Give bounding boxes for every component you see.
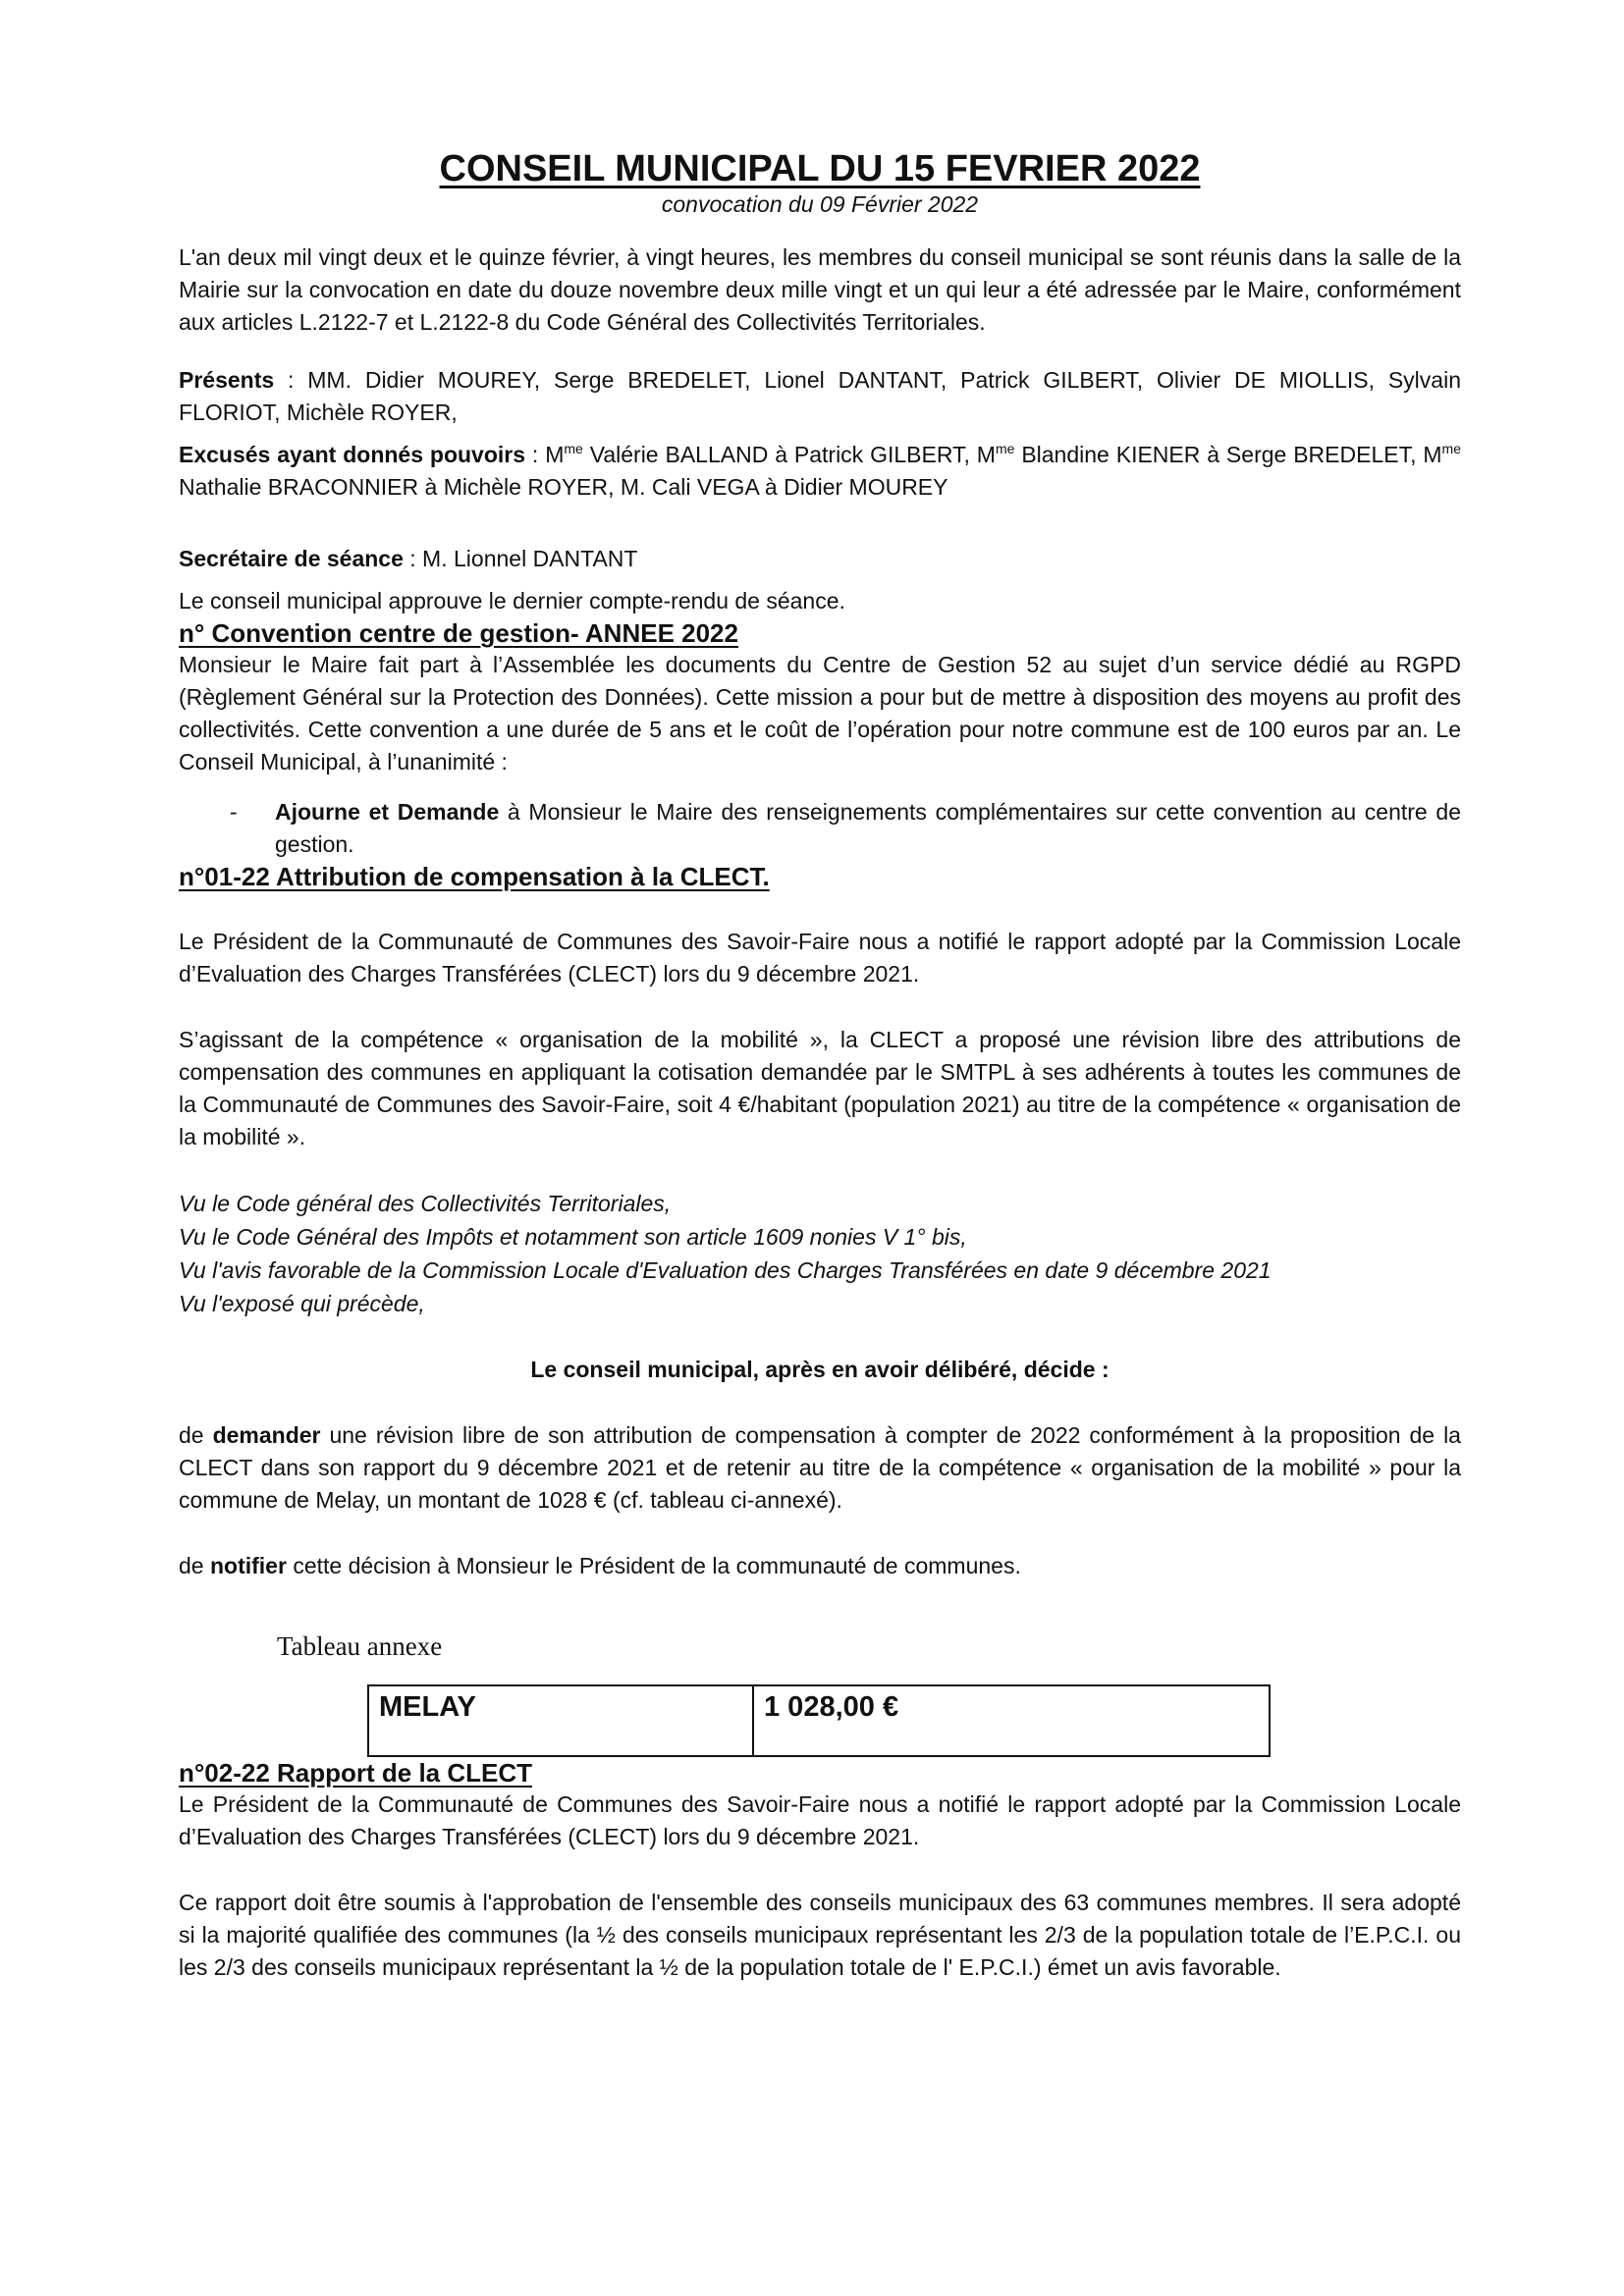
table-row: [368, 1685, 1270, 1756]
vu-list: [179, 1187, 1461, 1320]
excuses-text-4: Nathalie BRACONNIER à Michèle ROYER, M. Cali VEGA à Didier MOUREY: [179, 474, 948, 500]
annex-table: [367, 1684, 1271, 1757]
excuses-sup-3: me: [1441, 441, 1461, 456]
bullet-rest: à Monsieur le Maire des renseignements complémentaires sur cette convention au centre de gestion.: [275, 799, 1461, 857]
bullet-text: [275, 796, 1461, 861]
convention-paragraph: Monsieur le Maire fait part à l’Assemblée les documents du Centre de Gestion 52 au sujet d’un service dédié au RGPD (Règlement Général sur la Protection des Données). Cette mission a pour but de mettre à disposition des moyens au profit des collectivités. Cette convention a une durée de 5 ans et le coût de l’opération pour notre commune est de 100 euros par an. Le Conseil Municipal, à l’unanimité :: [179, 652, 1461, 774]
vu-item: Vu le Code Général des Impôts et notamment son article 1609 nonies V 1° bis,: [179, 1224, 967, 1250]
approval-paragraph: Le conseil municipal approuve le dernier compte-rendu de séance.: [179, 588, 845, 614]
presents-label: Présents: [179, 367, 275, 393]
annex-caption: Tableau annexe: [277, 1631, 443, 1661]
convention-bullet: [230, 796, 1461, 861]
excuses-text-2: Valérie BALLAND à Patrick GILBERT, M: [582, 442, 996, 467]
convocation-date: convocation du 09 Février 2022: [661, 191, 979, 217]
decision-2-text: cette décision à Monsieur le Président de la communauté de communes.: [286, 1553, 1021, 1578]
decision-2-bold: notifier: [209, 1553, 287, 1578]
decision-notifier: [179, 1550, 1461, 1582]
secretaire-label: Secrétaire de séance: [179, 546, 404, 571]
intro-paragraph: L'an deux mil vingt deux et le quinze février, à vingt heures, les membres du conseil municipal se sont réunis dans la salle de la Mairie sur la convocation en date du douze novembre deux mille vingt et un qui leur a été adressée par le Maire, conformément aux articles L.2122-7 et L.2122-8 du Code Général des Collectivités Territoriales.: [179, 244, 1461, 335]
section-title-attribution: n°01-22 Attribution de compensation à la CLECT.: [179, 862, 770, 891]
decision-1-pre: de: [179, 1422, 213, 1448]
rapport-paragraph-1: Le Président de la Communauté de Communes des Savoir-Faire nous a notifié le rapport adopté par la Commission Locale d’Evaluation des Charges Transférées (CLECT) lors du 9 décembre 2021.: [179, 1791, 1461, 1849]
bullet-bold: Ajourne et Demande: [275, 799, 500, 825]
vu-item: Vu l'avis favorable de la Commission Locale d'Evaluation des Charges Transférées en date 9 décembre 2021: [179, 1257, 1272, 1283]
excuses-paragraph: [179, 439, 1461, 504]
secretaire-paragraph: [179, 543, 1461, 575]
attribution-paragraph-2: S’agissant de la compétence « organisation de la mobilité », la CLECT a proposé une révision libre des attributions de compensation des communes en appliquant la cotisation demandée par le SMTPL à ses adhérents à toutes les communes de la Communauté de Communes des Savoir-Faire, soit 4 €/habitant (population 2021) au titre de la compétence « organisation de la mobilité ».: [179, 1027, 1461, 1149]
decision-heading: Le conseil municipal, après en avoir délibéré, décide :: [530, 1357, 1110, 1382]
decision-1-text: une révision libre de son attribution de compensation à compter de 2022 conformément à la proposition de la CLECT dans son rapport du 9 décembre 2021 et de retenir au titre de la compétence « organisation de la mobilité » pour la commune de Melay, un montant de 1028 € (cf. tableau ci-annexé).: [179, 1422, 1461, 1513]
bullet-dash: -: [230, 799, 238, 825]
page-title: CONSEIL MUNICIPAL DU 15 FEVRIER 2022: [439, 148, 1201, 189]
annex-commune: MELAY: [368, 1685, 753, 1756]
secretaire-text: : M. Lionnel DANTANT: [403, 546, 638, 571]
presents-paragraph: [179, 364, 1461, 429]
decision-1-bold: demander: [212, 1422, 321, 1448]
annex-montant: 1 028,00 €: [753, 1685, 1270, 1756]
excuses-label: Excusés ayant donnés pouvoirs: [179, 442, 526, 467]
attribution-paragraph-1: Le Président de la Communauté de Communes des Savoir-Faire nous a notifié le rapport adopté par la Commission Locale d’Evaluation des Charges Transférées (CLECT) lors du 9 décembre 2021.: [179, 929, 1461, 987]
section-title-convention: n° Convention centre de gestion- ANNEE 2022: [179, 618, 738, 648]
vu-item: Vu le Code général des Collectivités Territoriales,: [179, 1191, 672, 1216]
vu-item: Vu l'exposé qui précède,: [179, 1291, 425, 1316]
decision-demander: [179, 1419, 1461, 1517]
rapport-paragraph-2: Ce rapport doit être soumis à l'approbation de l'ensemble des conseils municipaux des 63 communes membres. Il sera adopté si la majorité qualifiée des communes (la ½ des conseils municipaux représentant les 2/3 de la population totale de l’E.P.C.I. ou les 2/3 des conseils municipaux représentant la ½ de la population totale de l' E.P.C.I.) émet un avis favorable.: [179, 1890, 1461, 1980]
presents-text: : MM. Didier MOUREY, Serge BREDELET, Lionel DANTANT, Patrick GILBERT, Olivier DE MIOLLIS, Sylvain FLORIOT, Michèle ROYER,: [179, 367, 1461, 425]
excuses-sup-2: me: [995, 441, 1015, 456]
excuses-text-3: Blandine KIENER à Serge BREDELET, M: [1014, 442, 1442, 467]
excuses-sup-1: me: [564, 441, 583, 456]
decision-2-pre: de: [179, 1553, 210, 1578]
section-title-rapport: n°02-22 Rapport de la CLECT: [179, 1758, 533, 1788]
excuses-text-1: : M: [525, 442, 565, 467]
